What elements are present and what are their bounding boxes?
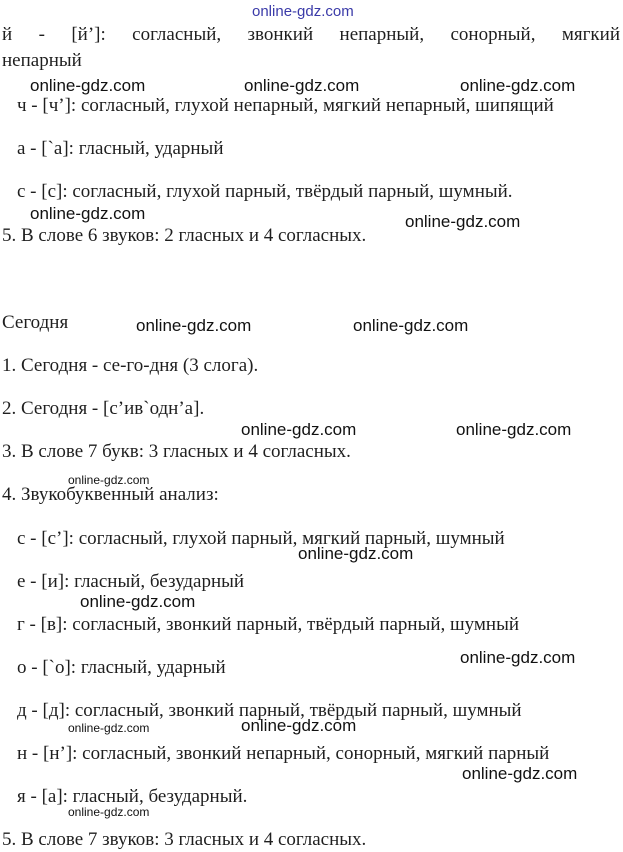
watermark: online-gdz.com [462,764,578,783]
text-line-12: с - [с’]: согласный, глухой парный, мягкий парный, шумный [17,528,505,549]
text-line-10: 3. В слове 7 букв: 3 гласных и 4 согласных. [2,441,351,462]
watermark: online-gdz.com [30,76,146,95]
watermark: online-gdz.com [241,716,357,735]
watermark: online-gdz.com [460,76,576,95]
watermark: online-gdz.com [136,316,252,335]
watermark: online-gdz.com [456,420,572,439]
watermark: online-gdz.com [241,420,357,439]
text-line-17: н - [н’]: согласный, звонкий непарный, сонорный, мягкий парный [17,743,550,764]
text-line-1: й - [й’]: согласный, звонкий непарный, сонорный, мягкий [2,24,620,45]
watermark-small: online-gdz.com [68,805,150,819]
text-line-8: 1. Сегодня - се-го-дня (3 слога). [2,355,259,376]
text-line-5: с - [с]: согласный, глухой парный, твёрдый парный, шумный. [17,181,513,202]
watermark-top: online-gdz.com [252,3,354,20]
text-line-3: ч - [ч’]: согласный, глухой непарный, мягкий непарный, шипящий [17,95,554,116]
watermark: online-gdz.com [30,204,146,223]
text-line-4: а - [`а]: гласный, ударный [17,138,224,159]
text-line-6: 5. В слове 6 звуков: 2 гласных и 4 согласных. [2,225,367,246]
watermark: online-gdz.com [244,76,360,95]
text-line-16: д - [д]: согласный, звонкий парный, твёрдый парный, шумный [17,700,522,721]
watermark-small: online-gdz.com [68,721,150,735]
text-line-15: о - [`о]: гласный, ударный [17,657,226,678]
text-line-11: 4. Звукобуквенный анализ: [2,484,219,505]
text-line-18: я - [а]: гласный, безударный. [17,786,248,807]
text-line-19: 5. В слове 7 звуков: 3 гласных и 4 согласных. [2,829,367,850]
text-line-13: е - [и]: гласный, безударный [17,571,245,592]
watermark: online-gdz.com [298,544,414,563]
section-heading: Сегодня [2,312,69,333]
watermark: online-gdz.com [405,212,521,231]
watermark: online-gdz.com [353,316,469,335]
watermark: online-gdz.com [80,592,196,611]
watermark: online-gdz.com [460,648,576,667]
text-line-14: г - [в]: согласный, звонкий парный, твёрдый парный, шумный [17,614,520,635]
watermark-small: online-gdz.com [68,473,150,487]
text-line-9: 2. Сегодня - [с’ив`одн’а]. [2,398,205,419]
text-line-2: непарный [2,50,82,71]
